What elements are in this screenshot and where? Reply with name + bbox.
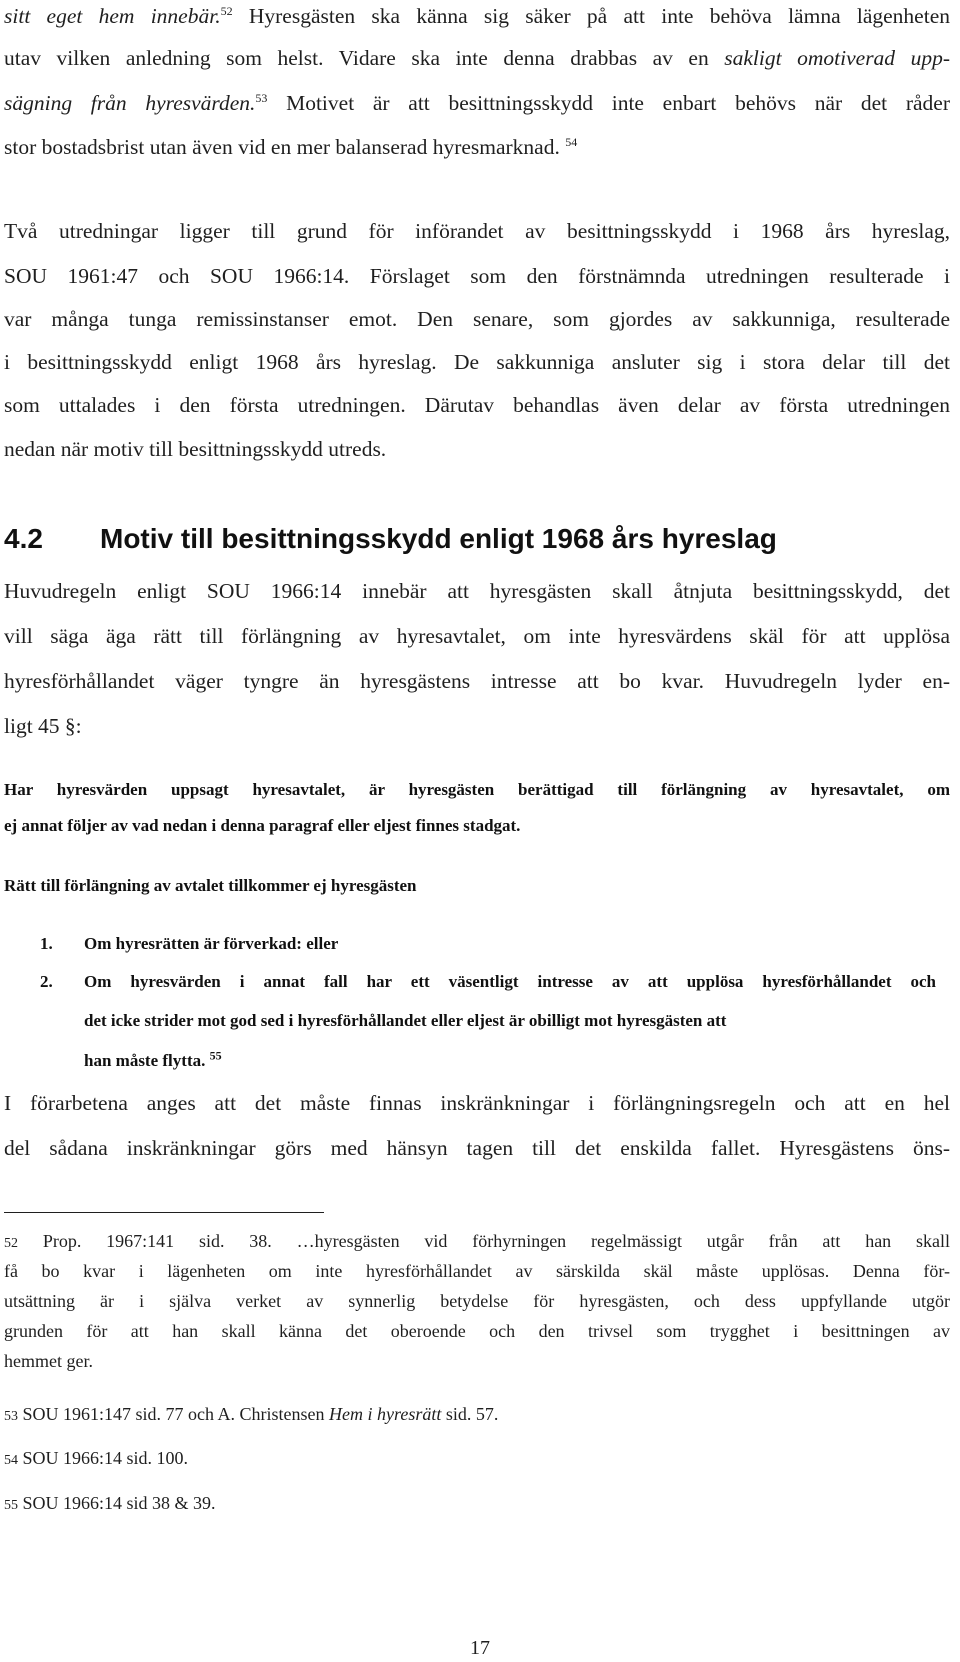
footnote-ref-54[interactable]: 54 — [565, 134, 578, 149]
footnote-55: 55 SOU 1966:14 sid 38 & 39. — [4, 1493, 216, 1513]
para2-line: i besittningsskydd enligt 1968 års hyreslag. De sakkunniga ansluter sig i stora delar till det — [4, 350, 950, 374]
section-heading — [4, 522, 777, 556]
para4-line: del sådana inskränkningar görs med hänsyn tagen till det enskilda fallet. Hyresgästens öns- — [4, 1136, 950, 1160]
quote-line: Rätt till förlängning av avtalet tillkommer ej hyresgästen — [4, 876, 417, 895]
footnote-separator — [4, 1212, 324, 1213]
para3-line: hyresförhållandet väger tyngre än hyresgästens intresse att bo kvar. Huvudregeln lyder en- — [4, 669, 950, 693]
para2-line: SOU 1961:47 och SOU 1966:14. Förslaget som den förstnämnda utredningen resulterade i — [4, 264, 950, 288]
para1-line3: sägning från hyresvärden.$^{53}$ Motivet är att besittningsskydd inte enbart behövs när det råder — [4, 90, 950, 115]
footnote-ref-53[interactable]: 53 — [255, 90, 268, 105]
footnote-52-line: hemmet ger. — [4, 1351, 93, 1371]
para2-line: nedan när motiv till besittningsskydd utreds. — [4, 437, 387, 461]
quote-line: Har hyresvärden uppsagt hyresavtalet, är hyresgästen berättigad till förlängning av hyresavtalet, om — [4, 780, 950, 799]
list-item-text: han måste flytta. $^{55}$ — [84, 1048, 222, 1070]
list-item-number: 2. — [40, 972, 53, 991]
footnote-52: 52 Prop. 1967:141 sid. 38. …hyresgästen vid förhyrningen regelmässigt utgår från att han skall — [4, 1231, 950, 1251]
page-number: 17 — [470, 1637, 490, 1659]
footnote-53: 53 SOU 1961:147 sid. 77 och A. Christensen Hem i hyresrätt sid. 57. — [4, 1404, 499, 1424]
para4-line: I förarbetena anges att det måste finnas inskränkningar i förlängningsregeln och att en hel — [4, 1091, 950, 1115]
para2-line: som uttalades i den första utredningen. Därutav behandlas även delar av första utredningen — [4, 393, 950, 417]
footnote-ref-55[interactable]: 55 — [209, 1048, 222, 1063]
list-item-text: det icke strider mot god sed i hyresförhållandet eller eljest är obilligt mot hyresgästen att — [84, 1011, 727, 1030]
para3-line: Huvudregeln enligt SOU 1966:14 innebär att hyresgästen skall åtnjuta besittningsskydd, det — [4, 579, 950, 603]
para1-line2: utav vilken anledning som helst. Vidare ska inte denna drabbas av en sakligt omotiverad upp- — [4, 46, 950, 70]
section-title: Motiv till besittningsskydd enligt 1968 års hyreslag — [100, 523, 777, 554]
para3-line: ligt 45 §: — [4, 714, 82, 738]
para1-line4: stor bostadsbrist utan även vid en mer balanserad hyresmarknad. $^{54}$ — [4, 134, 578, 159]
para2-line: Två utredningar ligger till grund för införandet av besittningsskydd i 1968 års hyreslag, — [4, 219, 950, 243]
quote-line: ej annat följer av vad nedan i denna paragraf eller eljest finnes stadgat. — [4, 816, 521, 835]
list-item-number: 1. — [40, 934, 53, 953]
footnote-52-line: grunden för att han skall känna det oberoende och den trivsel som trygghet i besittningen av — [4, 1321, 950, 1341]
para2-line: var många tunga remissinstanser emot. Den senare, som gjordes av sakkunniga, resulterade — [4, 307, 950, 331]
para3-line: vill säga äga rätt till förlängning av hyresavtalet, om inte hyresvärdens skäl för att upplösa — [4, 624, 950, 648]
footnote-52-line: få bo kvar i lägenheten om inte hyresförhållandet av särskilda skäl måste upplösas. Denna för- — [4, 1261, 950, 1281]
footnote-ref-52[interactable]: 52 — [220, 3, 233, 18]
footnote-54: 54 SOU 1966:14 sid. 100. — [4, 1448, 189, 1468]
list-item-text: Om hyresvärden i annat fall har ett väsentligt intresse av att upplösa hyresförhållandet och — [84, 972, 936, 991]
list-item-text: Om hyresrätten är förverkad: eller — [84, 934, 339, 953]
section-number: 4.2 — [4, 523, 43, 554]
footnote-52-line: utsättning är i själva verket av synnerlig betydelse för hyresgästen, och dess uppfyllande utgör — [4, 1291, 950, 1311]
para1-line1: sitt eget hem innebär.$^{52}$ Hyresgästen ska känna sig säker på att inte behöva lämna lägenheten — [4, 3, 950, 28]
